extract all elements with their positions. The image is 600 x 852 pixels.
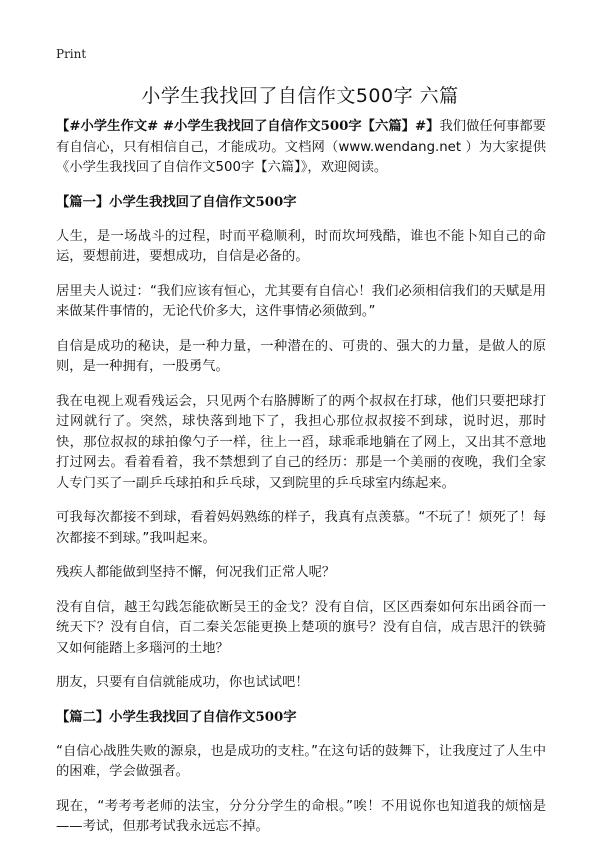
paragraph: 朋友，只要有自信就能成功，你也试试吧！: [56, 675, 309, 690]
section-heading: 【篇一】小学生我找回了自信作文500字: [56, 194, 297, 210]
section-heading: 【篇二】小学生我找回了自信作文500字: [56, 709, 297, 725]
document-body: [56, 117, 546, 852]
paragraph: 可我每次都接不到球，看着妈妈熟练的样子，我真有点羡慕。“不玩了！烦死了！每次都接不到球。”我叫起来。: [56, 510, 546, 546]
paragraph: “自信心战胜失败的源泉，也是成功的支柱。”在这句话的鼓舞下，让我度过了人生中的困难，学会做强者。: [56, 743, 546, 779]
paragraph: 残疾人都能做到坚持不懈，何况我们正常人呢？: [56, 565, 336, 580]
intro-paragraph: [56, 117, 546, 179]
intro-bold-text: 【#小学生作文# #小学生我找回了自信作文500字【六篇】#】: [56, 119, 440, 134]
section-1: [56, 193, 546, 694]
paragraph: 没有自信，越王勾践怎能砍断吴王的金戈？没有自信，区区西秦如何东出函谷而一统天下？没有自信，百二秦关怎能更换上楚项的旗号？没有自信，成吉思汗的铁骑又如何能踏上多瑙河的土地？: [56, 599, 546, 656]
section-2: [56, 708, 546, 838]
intro-text: 我们做任何事都要有自信心，只有相信自己，才能成功。文档网（www.wendang.net ）为大家提供《小学生我找回了自信作文500字【六篇】》，欢迎阅读。: [56, 119, 546, 175]
document-title: 小学生我找回了自信作文500字 六篇: [141, 85, 459, 107]
paragraph: 人生，是一场战斗的过程，时而平稳顺利，时而坎坷残酷，谁也不能卜知自己的命运，要想前进，要想成功，自信是必备的。: [56, 228, 546, 264]
paragraph: 现在，“考考考老师的法宝，分分分学生的命根。”唉！不用说你也知道我的烦恼是——考试，但那考试我永远忘不掉。: [56, 798, 546, 834]
paragraph: 自信是成功的秘诀，是一种力量，一种潜在的、可贵的、强大的力量，是做人的原则，是一种拥有，一股勇气。: [56, 338, 546, 374]
print-label: Print: [56, 47, 87, 61]
paragraph: 居里夫人说过：“我们应该有恒心，尤其要有自信心！我们必须相信我们的天赋是用来做某件事情的，无论代价多大，这件事情必须做到。”: [56, 283, 546, 319]
paragraph: 我在电视上观看残运会，只见两个右胳膊断了的两个叔叔在打球，他们只要把球打过网就行了。突然，球快落到地下了，我担心那位叔叔接不到球，说时迟，那时快，那位叔叔的球拍像勺子一样，往上一舀，球乖乖地躺在了网上，又出其不意地打过网去。看着看着，我不禁想到了自己的经历：那是一个美丽的夜晚，我们全家人专门买了一副乒乓球拍和乒乓球，又到院里的乒乓球室内练起来。: [56, 393, 546, 491]
